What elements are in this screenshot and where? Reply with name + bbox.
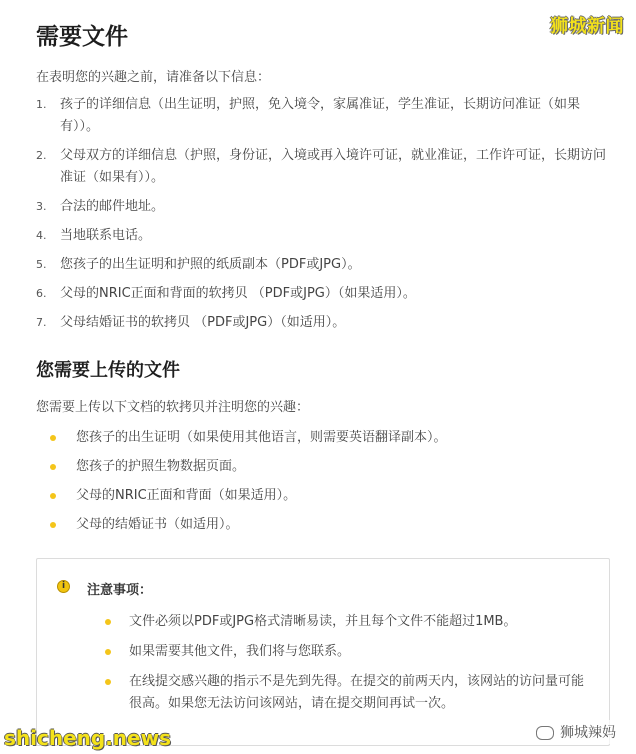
section-title-required-docs: 需要文件 — [36, 24, 128, 50]
list-item: 3. 合法的邮件地址。 — [36, 199, 165, 214]
watermark-bottom-left: shicheng.news — [4, 726, 171, 750]
list-item: 您孩子的出生证明（如果使用其他语言，则需要英语翻译副本）。 — [48, 427, 608, 449]
wechat-icon — [536, 726, 554, 740]
section-title-upload-docs: 您需要上传的文件 — [36, 360, 180, 381]
notice-title: 注意事项： — [87, 583, 153, 598]
list-item: 5. 您孩子的出生证明和护照的纸质副本（PDF或JPG）。 — [36, 257, 361, 272]
bullet-icon — [50, 522, 56, 528]
list-item: 4. 当地联系电话。 — [36, 228, 152, 243]
watermark-bottom-right: 狮城辣妈 — [532, 720, 620, 744]
list-item: 7. 父母结婚证书的软拷贝 （PDF或JPG）（如适用）。 — [36, 315, 346, 330]
list-item: 2. 父母双方的详细信息（护照，身份证，入境或再入境许可证，就业准证，工作许可证，长期访问准证（如果有））。 — [36, 148, 607, 185]
watermark-top: 狮城新闻 — [550, 16, 624, 37]
list-item: 在线提交感兴趣的指示不是先到先得。在提交的前两天内，该网站的访问量可能很高。如果您无法访问该网站，请在提交期间再试一次。 — [103, 671, 593, 715]
notice-list — [103, 611, 593, 723]
required-docs-list — [36, 94, 610, 341]
list-item: 父母的结婚证书（如适用）。 — [48, 514, 608, 536]
bullet-icon — [50, 464, 56, 470]
section-intro: 您需要上传以下文档的软拷贝并注明您的兴趣： — [36, 400, 310, 415]
bullet-icon — [50, 435, 56, 441]
section-intro: 在表明您的兴趣之前，请准备以下信息： — [36, 70, 271, 85]
list-item: 父母的NRIC正面和背面（如果适用）。 — [48, 485, 608, 507]
list-item: 如果需要其他文件，我们将与您联系。 — [103, 641, 593, 663]
notice-header — [57, 579, 152, 598]
bullet-icon — [105, 619, 111, 625]
list-item: 您孩子的护照生物数据页面。 — [48, 456, 608, 478]
list-item: 6. 父母的NRIC正面和背面的软拷贝 （PDF或JPG）（如果适用）。 — [36, 286, 416, 301]
info-icon: i — [57, 580, 70, 593]
bullet-icon — [105, 649, 111, 655]
bullet-icon — [50, 493, 56, 499]
notice-box — [36, 558, 610, 746]
list-item: 1. 孩子的详细信息（出生证明，护照，免入境令，家属准证，学生准证，长期访问准证（如果有））。 — [36, 97, 581, 134]
upload-docs-list — [48, 427, 608, 543]
bullet-icon — [105, 679, 111, 685]
list-item: 文件必须以PDF或JPG格式清晰易读，并且每个文件不能超过1MB。 — [103, 611, 593, 633]
